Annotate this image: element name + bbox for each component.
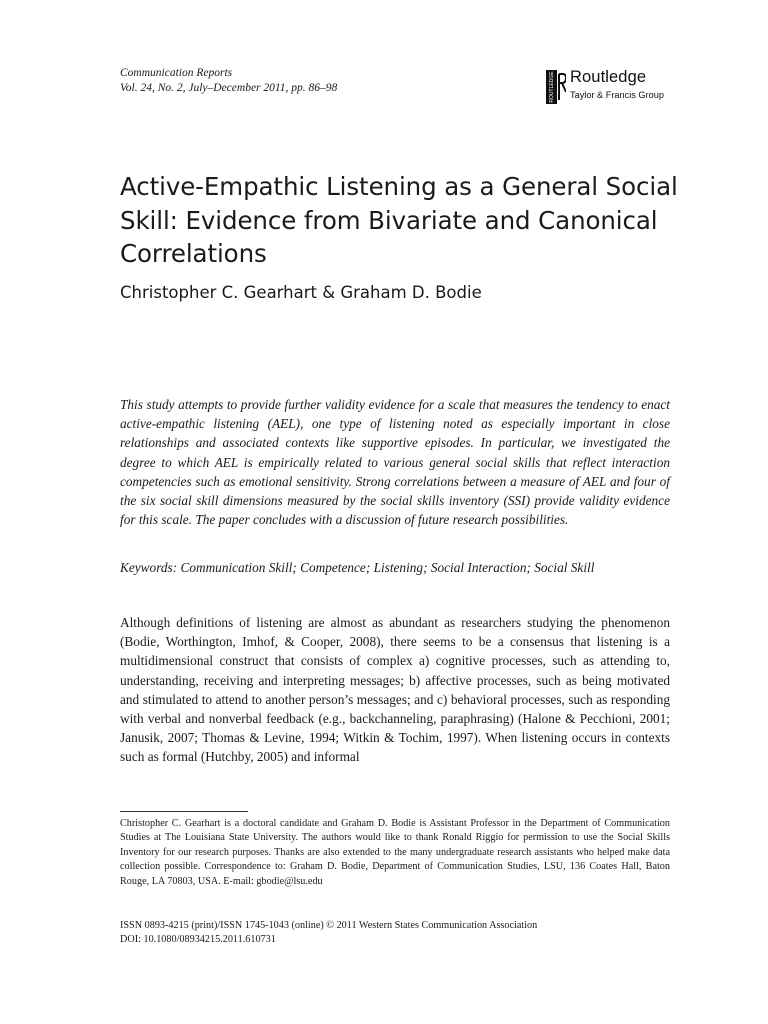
journal-name: Communication Reports xyxy=(120,67,233,79)
issn-line: ISSN 0893-4215 (print)/ISSN 1745-1043 (online) © 2011 Western States Communication Association xyxy=(120,920,538,931)
journal-header xyxy=(120,66,337,96)
publisher-mark-text: ROUTLEDGE xyxy=(548,71,555,103)
body-paragraph: Although definitions of listening are almost as abundant as researchers studying the phenomenon (Bodie, Worthington, Imhof, & Cooper, 2008), there seems to be a consensus that listening is a multidimensional construct that consists of complex a) cognitive processes, such as attending to, understanding, receiving and interpreting messages; b) affective processes, such as being motivated and stimulated to attend to another person’s messages; and c) behavioral processes, such as responding with verbal and nonverbal feedback (e.g., backchanneling, paraphrasing) (Halone & Pecchioni, 2001; Janusik, 2007; Thomas & Levine, 1994; Witkin & Tochim, 1997). When listening occurs in contexts such as formal (Hutchby, 2005) and informal xyxy=(120,615,670,765)
publisher-logo xyxy=(546,70,676,106)
journal-citation: Vol. 24, No. 2, July–December 2011, pp. 86–98 xyxy=(120,82,338,94)
author-footnote: Christopher C. Gearhart is a doctoral candidate and Graham D. Bodie is Assistant Professor in the Department of Communication Studies at The Louisiana State University. The authors would like to thank Ronald Riggio for permission to use the Social Skills Inventory for our research purposes. Thanks are also extended to the many undergraduate research assistants who helped make data collection possible. Correspondence to: Graham D. Bodie, Department of Communication Studies, LSU, 136 Coates Hall, Baton Rouge, LA 70803, USA. E-mail: gbodie@lsu.edu xyxy=(120,818,670,887)
article-authors: Christopher C. Gearhart & Graham D. Bodie xyxy=(120,283,482,302)
abstract: This study attempts to provide further validity evidence for a scale that measures the tendency to enact active-empathic listening (AEL), one type of listening noted as especially important in close relationships and associated contexts like supportive episodes. In particular, we investigated the degree to which AEL is empirically related to various general social skills that reflect interaction competencies such as emotional sensitivity. Strong correlations between a measure of AEL and four of the six social skill dimensions measured by the social skills inventory (SSI) provide validity evidence for this scale. The paper concludes with a discussion of future research possibilities. xyxy=(120,397,670,528)
article-first-page xyxy=(120,0,678,1024)
footnote-divider xyxy=(120,811,248,812)
publication-info xyxy=(120,919,537,948)
publisher-name: Routledge xyxy=(570,68,647,86)
article-title: Active-Empathic Listening as a General Social Skill: Evidence from Bivariate and Canonical Correlations xyxy=(120,172,678,268)
doi-line: DOI: 10.1080/08934215.2011.610731 xyxy=(120,934,276,946)
keywords: Keywords: Communication Skill; Competence; Listening; Social Interaction; Social Skill xyxy=(120,560,595,575)
routledge-logo-icon xyxy=(546,70,566,104)
publisher-subtitle: Taylor & Francis Group xyxy=(570,90,664,100)
